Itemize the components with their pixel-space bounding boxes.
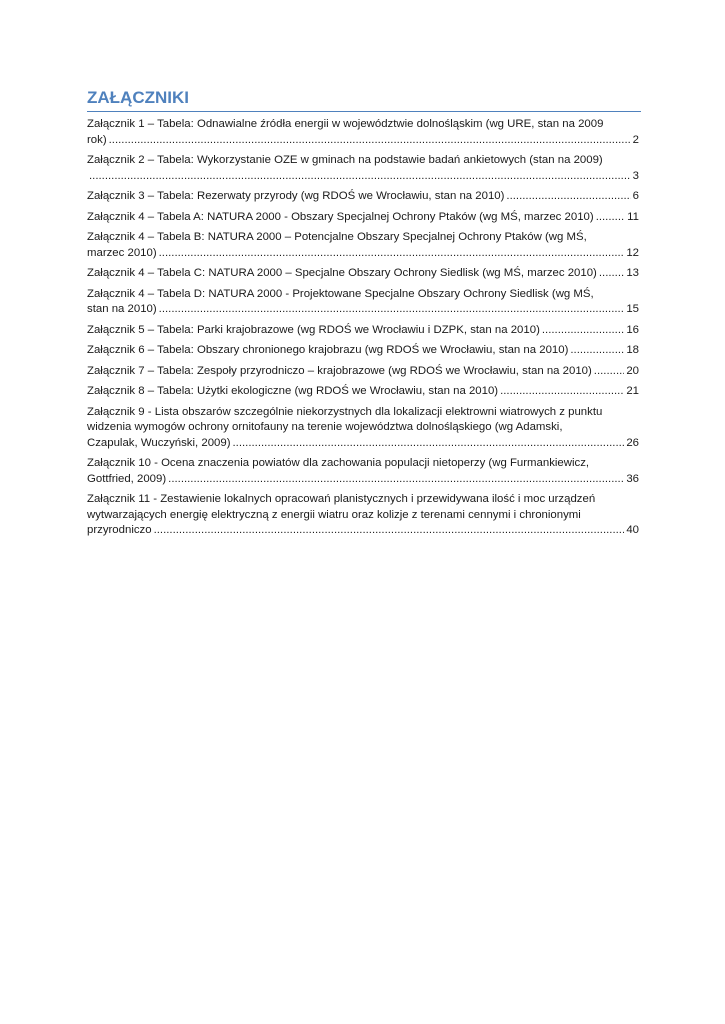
toc-entry[interactable] bbox=[87, 117, 639, 148]
dot-leader bbox=[154, 523, 625, 539]
toc-entry[interactable] bbox=[87, 384, 639, 400]
toc-entry-text: marzec 2010) bbox=[87, 246, 157, 259]
toc-entry-line bbox=[87, 117, 639, 133]
toc-entry-text: Załącznik 11 - Zestawienie lokalnych opracowań planistycznych i przewidywana ilość i moc urządzeń bbox=[87, 493, 596, 505]
toc-entry-line bbox=[87, 287, 639, 303]
toc-page-number: 40 bbox=[626, 524, 639, 536]
toc-page-number: 13 bbox=[626, 267, 639, 279]
toc-page-number: 26 bbox=[626, 436, 639, 449]
dot-leader bbox=[594, 364, 625, 380]
toc-page-number: 3 bbox=[632, 169, 639, 182]
toc-entry[interactable] bbox=[87, 287, 639, 318]
toc-entry-last-line bbox=[87, 133, 639, 149]
dot-leader bbox=[542, 323, 624, 339]
toc-entry-text: Czapulak, Wuczyński, 2009) bbox=[87, 436, 231, 449]
toc-entry-line bbox=[87, 405, 639, 421]
toc-entry-text: Załącznik 6 – Tabela: Obszary chronionego krajobrazu (wg RDOŚ we Wrocławiu, stan na 2010) bbox=[87, 344, 569, 356]
toc-entry[interactable] bbox=[87, 405, 639, 452]
dot-leader bbox=[89, 169, 631, 185]
dot-leader bbox=[233, 436, 625, 452]
dot-leader bbox=[570, 343, 624, 359]
toc-page-number: 15 bbox=[626, 303, 639, 315]
toc-entry[interactable] bbox=[87, 456, 639, 487]
toc-entry[interactable] bbox=[87, 210, 639, 226]
toc-entry-text: przyrodniczo bbox=[87, 524, 152, 536]
toc-entry-text: Załącznik 4 – Tabela C: NATURA 2000 – Specjalne Obszary Ochrony Siedlisk (wg MŚ, marzec 2010) bbox=[87, 267, 597, 279]
toc-entry-last-line bbox=[87, 364, 639, 380]
toc-entry[interactable] bbox=[87, 492, 639, 539]
toc-entry-text: Załącznik 1 – Tabela: Odnawialne źródła energii w województwie dolnośląskim (wg URE, stan na 2009 bbox=[87, 118, 604, 130]
toc-page-number: 2 bbox=[632, 133, 639, 146]
dot-leader bbox=[599, 266, 624, 282]
dot-leader bbox=[506, 189, 630, 205]
toc-entry-text: Załącznik 9 - Lista obszarów szczególnie niekorzystnych dla lokalizacji elektrowni wiatrowych z punktu bbox=[87, 405, 603, 418]
toc-entry-text: Załącznik 10 - Ocena znaczenia powiatów dla zachowania populacji nietoperzy (wg Furmankiewicz, bbox=[87, 457, 590, 469]
toc-entry[interactable] bbox=[87, 153, 639, 184]
toc-entry-last-line bbox=[87, 523, 639, 539]
toc-entry-last-line bbox=[87, 169, 639, 185]
dot-leader bbox=[159, 246, 625, 262]
toc-entry-line bbox=[87, 508, 639, 524]
dot-leader bbox=[159, 302, 625, 318]
toc-page-number: 6 bbox=[632, 190, 639, 202]
toc-entry-last-line bbox=[87, 436, 639, 452]
dot-leader bbox=[109, 133, 631, 149]
toc-entry-line bbox=[87, 456, 639, 472]
toc-entry-text: Załącznik 4 – Tabela A: NATURA 2000 - Obszary Specjalnej Ochrony Ptaków (wg MŚ, marzec 2010) bbox=[87, 210, 594, 223]
toc-entry[interactable] bbox=[87, 343, 639, 359]
toc-entry-last-line bbox=[87, 266, 639, 282]
toc-entry-last-line bbox=[87, 246, 639, 262]
dot-leader bbox=[168, 472, 624, 488]
toc-entry-line bbox=[87, 230, 639, 246]
toc-entry-last-line bbox=[87, 343, 639, 359]
toc-entry-last-line bbox=[87, 210, 639, 226]
toc-page-number: 16 bbox=[626, 323, 639, 336]
toc-entry-text: rok) bbox=[87, 133, 107, 146]
dot-leader bbox=[500, 384, 624, 400]
toc-entry-text: Załącznik 4 – Tabela B: NATURA 2000 – Potencjalne Obszary Specjalnej Ochrony Ptaków (wg MŚ, bbox=[87, 231, 587, 243]
toc-page-number: 36 bbox=[626, 472, 639, 485]
toc-page-number: 12 bbox=[626, 246, 639, 259]
toc-entry[interactable] bbox=[87, 230, 639, 261]
toc-entry-line bbox=[87, 420, 639, 436]
table-of-contents bbox=[87, 117, 639, 544]
toc-entry[interactable] bbox=[87, 364, 639, 380]
toc-entry-text: wytwarzających energię elektryczną z energii wiatru oraz kolizje z terenami cennymi i chronionymi bbox=[87, 508, 581, 521]
toc-entry-text: Gottfried, 2009) bbox=[87, 472, 167, 485]
toc-entry-last-line bbox=[87, 323, 639, 339]
toc-entry-last-line bbox=[87, 384, 639, 400]
toc-entry-text: stan na 2010) bbox=[87, 303, 157, 315]
toc-page-number: 21 bbox=[626, 385, 639, 397]
section-heading: ZAŁĄCZNIKI bbox=[87, 86, 641, 112]
toc-entry-text: Załącznik 2 – Tabela: Wykorzystanie OZE w gminach na podstawie badań ankietowych (stan na 2009) bbox=[87, 154, 603, 166]
toc-entry-line bbox=[87, 153, 639, 169]
toc-entry-text: Załącznik 7 – Tabela: Zespoły przyrodniczo – krajobrazowe (wg RDOŚ we Wrocławiu, stan na 2010) bbox=[87, 364, 592, 377]
toc-entry-text: Załącznik 5 – Tabela: Parki krajobrazowe (wg RDOŚ we Wrocławiu i DZPK, stan na 2010) bbox=[87, 323, 540, 336]
toc-entry-last-line bbox=[87, 302, 639, 318]
toc-entry-last-line bbox=[87, 472, 639, 488]
toc-entry[interactable] bbox=[87, 189, 639, 205]
toc-entry-last-line bbox=[87, 189, 639, 205]
toc-entry[interactable] bbox=[87, 323, 639, 339]
toc-page-number: 11 bbox=[627, 210, 639, 223]
toc-entry[interactable] bbox=[87, 266, 639, 282]
toc-entry-text: widzenia wymogów ochrony ornitofauny na terenie województwa dolnośląskiego (wg Adamski, bbox=[87, 421, 563, 433]
toc-entry-text: Załącznik 8 – Tabela: Użytki ekologiczne (wg RDOŚ we Wrocławiu, stan na 2010) bbox=[87, 385, 499, 397]
toc-entry-text: Załącznik 4 – Tabela D: NATURA 2000 - Projektowane Specjalne Obszary Ochrony Siedlisk (wg MŚ, bbox=[87, 287, 594, 300]
toc-entry-text: Załącznik 3 – Tabela: Rezerwaty przyrody (wg RDOŚ we Wrocławiu, stan na 2010) bbox=[87, 190, 505, 202]
toc-entry-line bbox=[87, 492, 639, 508]
dot-leader bbox=[596, 210, 625, 226]
toc-page-number: 18 bbox=[626, 344, 639, 356]
toc-page-number: 20 bbox=[626, 364, 639, 377]
